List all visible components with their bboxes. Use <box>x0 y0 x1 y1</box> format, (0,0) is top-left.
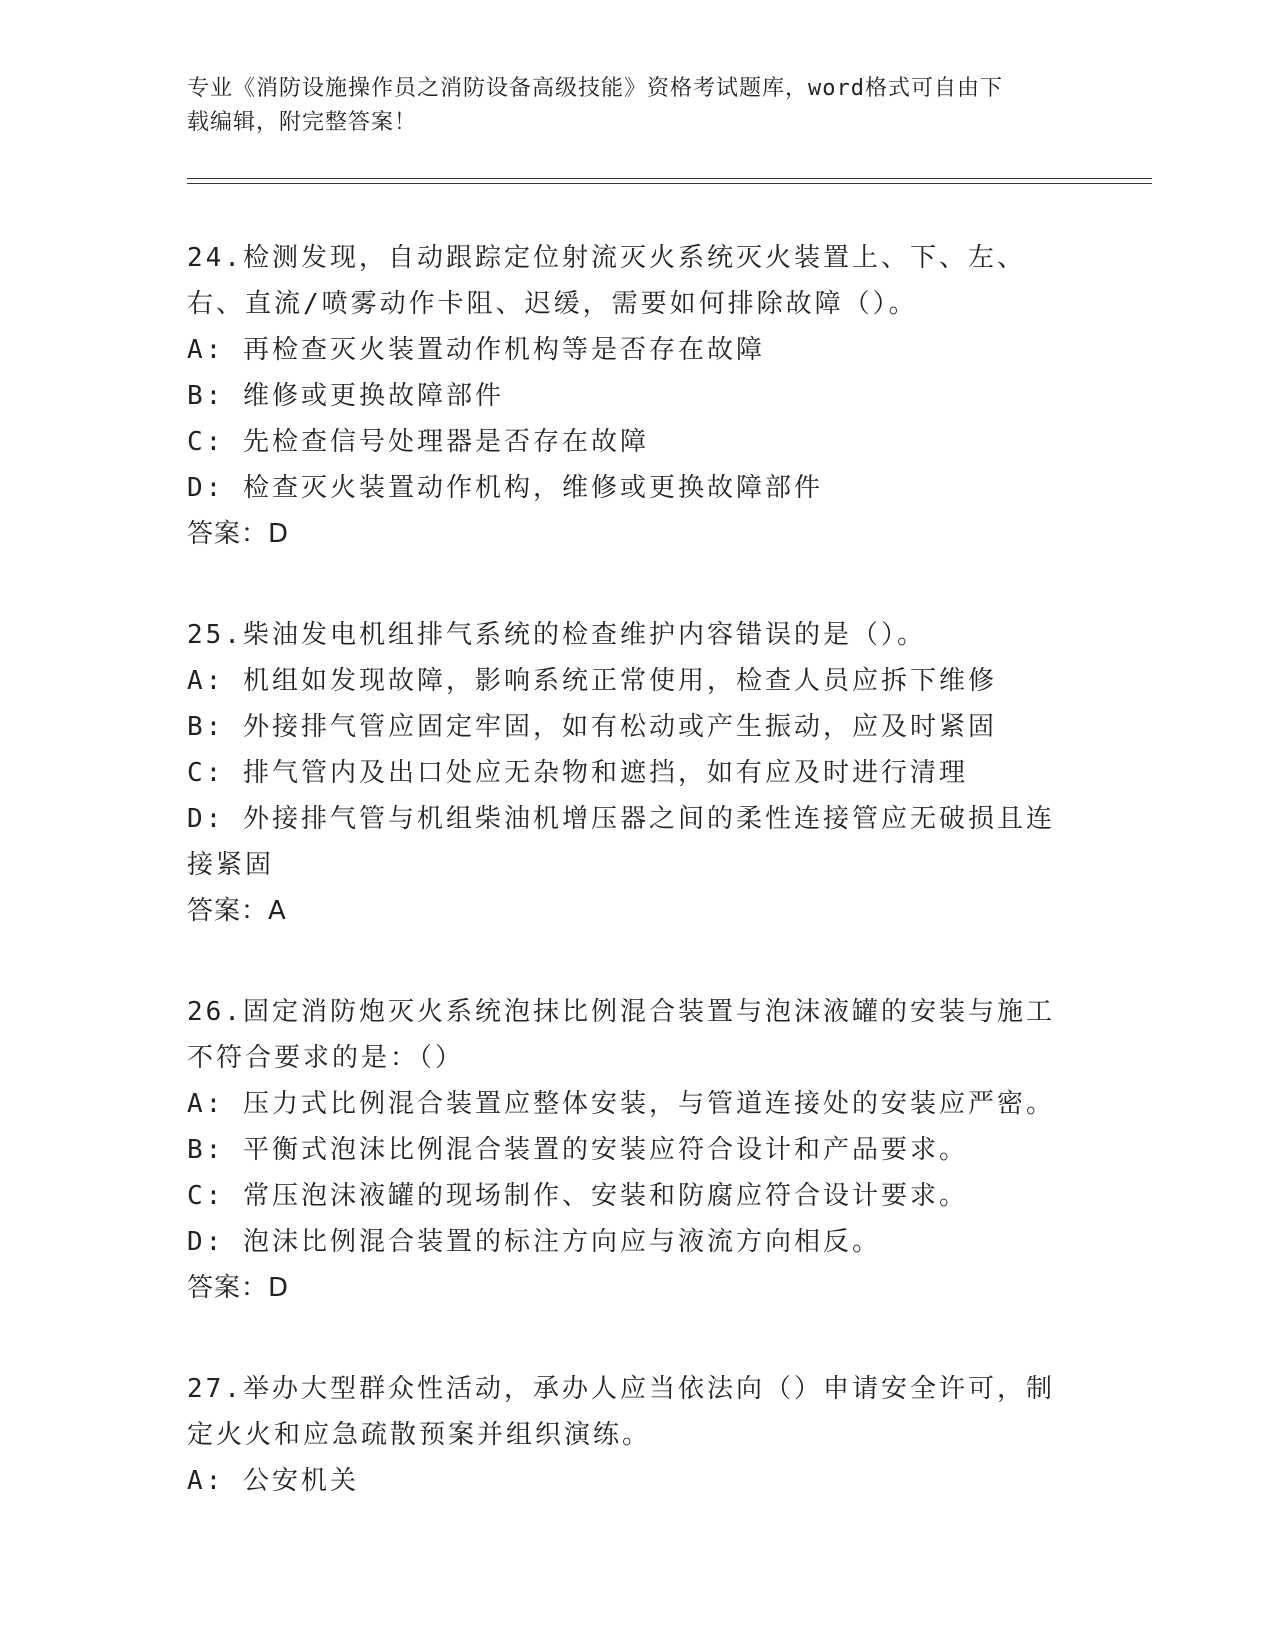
option-d: D: 外接排气管与机组柴油机增压器之间的柔性连接管应无破损且连接紧固 <box>187 804 1055 880</box>
option-c: C: 先检查信号处理器是否存在故障 <box>187 427 649 457</box>
option-a: A: 公安机关 <box>187 1466 359 1496</box>
question-stem: 26.固定消防炮灭火系统泡抹比例混合装置与泡沫液罐的安装与施工不符合要求的是：（） <box>187 997 1055 1073</box>
question-24 <box>187 235 1067 557</box>
question-25 <box>187 612 1067 934</box>
option-b: B: 维修或更换故障部件 <box>187 381 504 411</box>
question-stem: 27.举办大型群众性活动，承办人应当依法向（）申请安全许可，制定火火和应急疏散预案并组织演练。 <box>187 1374 1055 1450</box>
option-b: B: 平衡式泡沫比例混合装置的安装应符合设计和产品要求。 <box>187 1135 968 1165</box>
header-rule-bottom <box>187 183 1152 184</box>
header-line-2: 载编辑，附完整答案！ <box>187 110 418 135</box>
answer-line: 答案：A <box>187 896 287 926</box>
option-a: A: 再检查灭火装置动作机构等是否存在故障 <box>187 335 765 365</box>
question-stem: 25.柴油发电机组排气系统的检查维护内容错误的是（）。 <box>187 620 926 650</box>
option-c: C: 排气管内及出口处应无杂物和遮挡，如有应及时进行清理 <box>187 758 968 788</box>
answer-line: 答案：D <box>187 1273 290 1303</box>
document-header <box>187 72 1067 140</box>
header-rule-top <box>187 178 1152 179</box>
header-line-1: 专业《消防设施操作员之消防设备高级技能》资格考试题库，word格式可自由下 <box>187 76 1003 101</box>
question-27 <box>187 1366 1067 1504</box>
option-a: A: 压力式比例混合装置应整体安装，与管道连接处的安装应严密。 <box>187 1089 1055 1119</box>
option-c: C: 常压泡沫液罐的现场制作、安装和防腐应符合设计要求。 <box>187 1181 968 1211</box>
answer-line: 答案：D <box>187 519 290 549</box>
option-a: A: 机组如发现故障，影响系统正常使用，检查人员应拆下维修 <box>187 666 997 696</box>
question-stem: 24.检测发现，自动跟踪定位射流灭火系统灭火装置上、下、左、右、直流/喷雾动作卡阻、迟缓，需要如何排除故障（）。 <box>187 243 1026 319</box>
option-b: B: 外接排气管应固定牢固，如有松动或产生振动，应及时紧固 <box>187 712 997 742</box>
option-d: D: 泡沫比例混合装置的标注方向应与液流方向相反。 <box>187 1227 881 1257</box>
option-d: D: 检查灭火装置动作机构，维修或更换故障部件 <box>187 473 823 503</box>
question-26 <box>187 989 1067 1311</box>
question-list <box>187 235 1067 1559</box>
